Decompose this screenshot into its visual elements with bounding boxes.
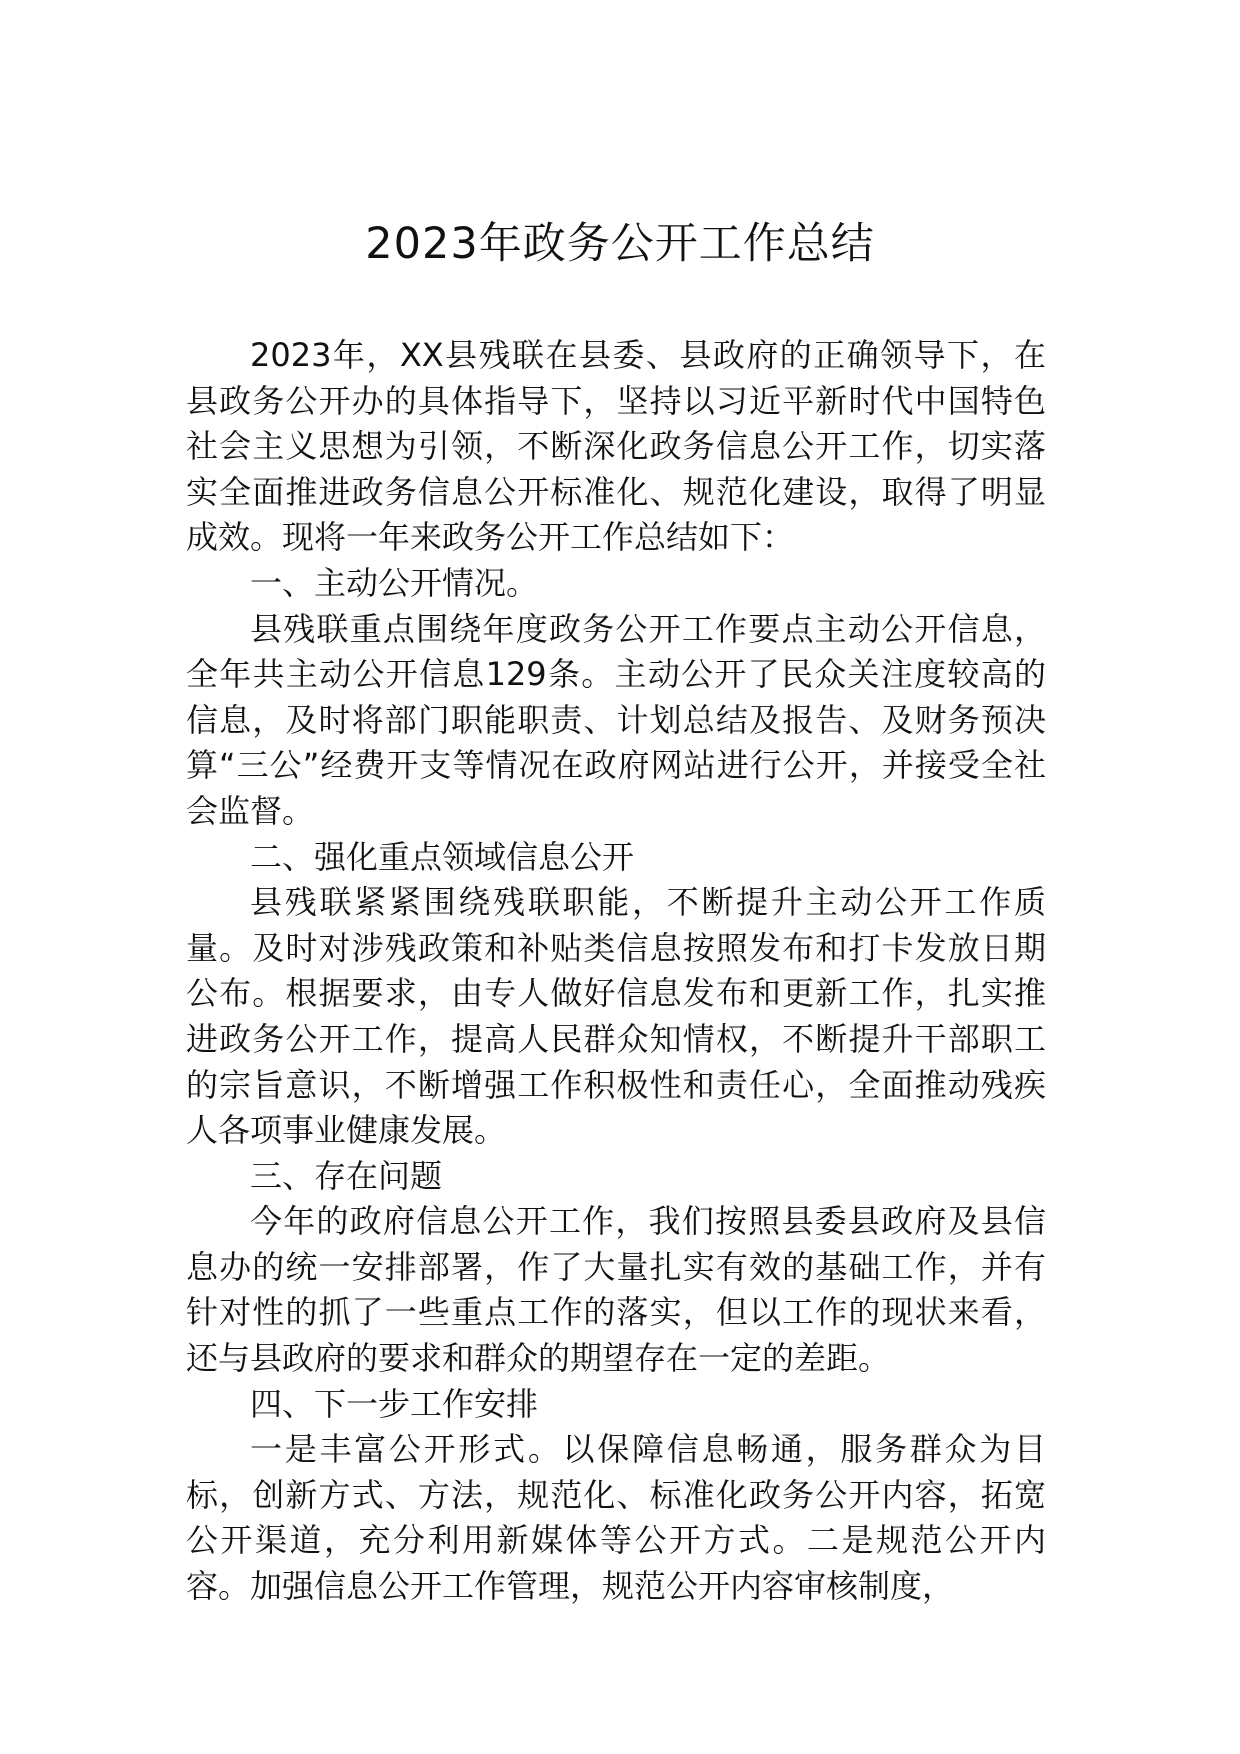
section-paragraph-1: 县残联重点围绕年度政务公开工作要点主动公开信息，全年共主动公开信息129条。主动公开了民众关注度较高的信息，及时将部门职能职责、计划总结及报告、及财务预决算“三公”经费开支等情况在政府网站进行公开，并接受全社会监督。 [186, 609, 1046, 830]
section-paragraph-4: 一是丰富公开形式。以保障信息畅通，服务群众为目标，创新方式、方法，规范化、标准化政务公开内容，拓宽公开渠道，充分利用新媒体等公开方式。二是规范公开内容。加强信息公开工作管理，规范公开内容审核制度， [186, 1430, 1046, 1606]
section-heading-1: 一、主动公开情况。 [250, 563, 539, 602]
section-heading-2: 二、强化重点领域信息公开 [250, 837, 635, 876]
section-heading-4: 四、下一步工作安排 [250, 1384, 539, 1423]
document-title: 2023年政务公开工作总结 [365, 219, 875, 269]
intro-paragraph: 2023年，XX县残联在县委、县政府的正确领导下，在县政务公开办的具体指导下，坚持以习近平新时代中国特色社会主义思想为引领，不断深化政务信息公开工作，切实落实全面推进政务信息公开标准化、规范化建设，取得了明显成效。现将一年来政务公开工作总结如下： [186, 336, 1046, 557]
section-heading-3: 三、存在问题 [250, 1156, 443, 1195]
section-paragraph-3: 今年的政府信息公开工作，我们按照县委县政府及县信息办的统一安排部署，作了大量扎实有效的基础工作，并有针对性的抓了一些重点工作的落实，但以工作的现状来看，还与县政府的要求和群众的期望存在一定的差距。 [186, 1202, 1046, 1378]
document-body [186, 333, 1046, 1610]
section-paragraph-2: 县残联紧紧围绕残联职能，不断提升主动公开工作质量。及时对涉残政策和补贴类信息按照发布和打卡发放日期公布。根据要求，由专人做好信息发布和更新工作，扎实推进政务公开工作，提高人民群众知情权，不断提升干部职工的宗旨意识，不断增强工作积极性和责任心，全面推动残疾人各项事业健康发展。 [186, 883, 1046, 1150]
